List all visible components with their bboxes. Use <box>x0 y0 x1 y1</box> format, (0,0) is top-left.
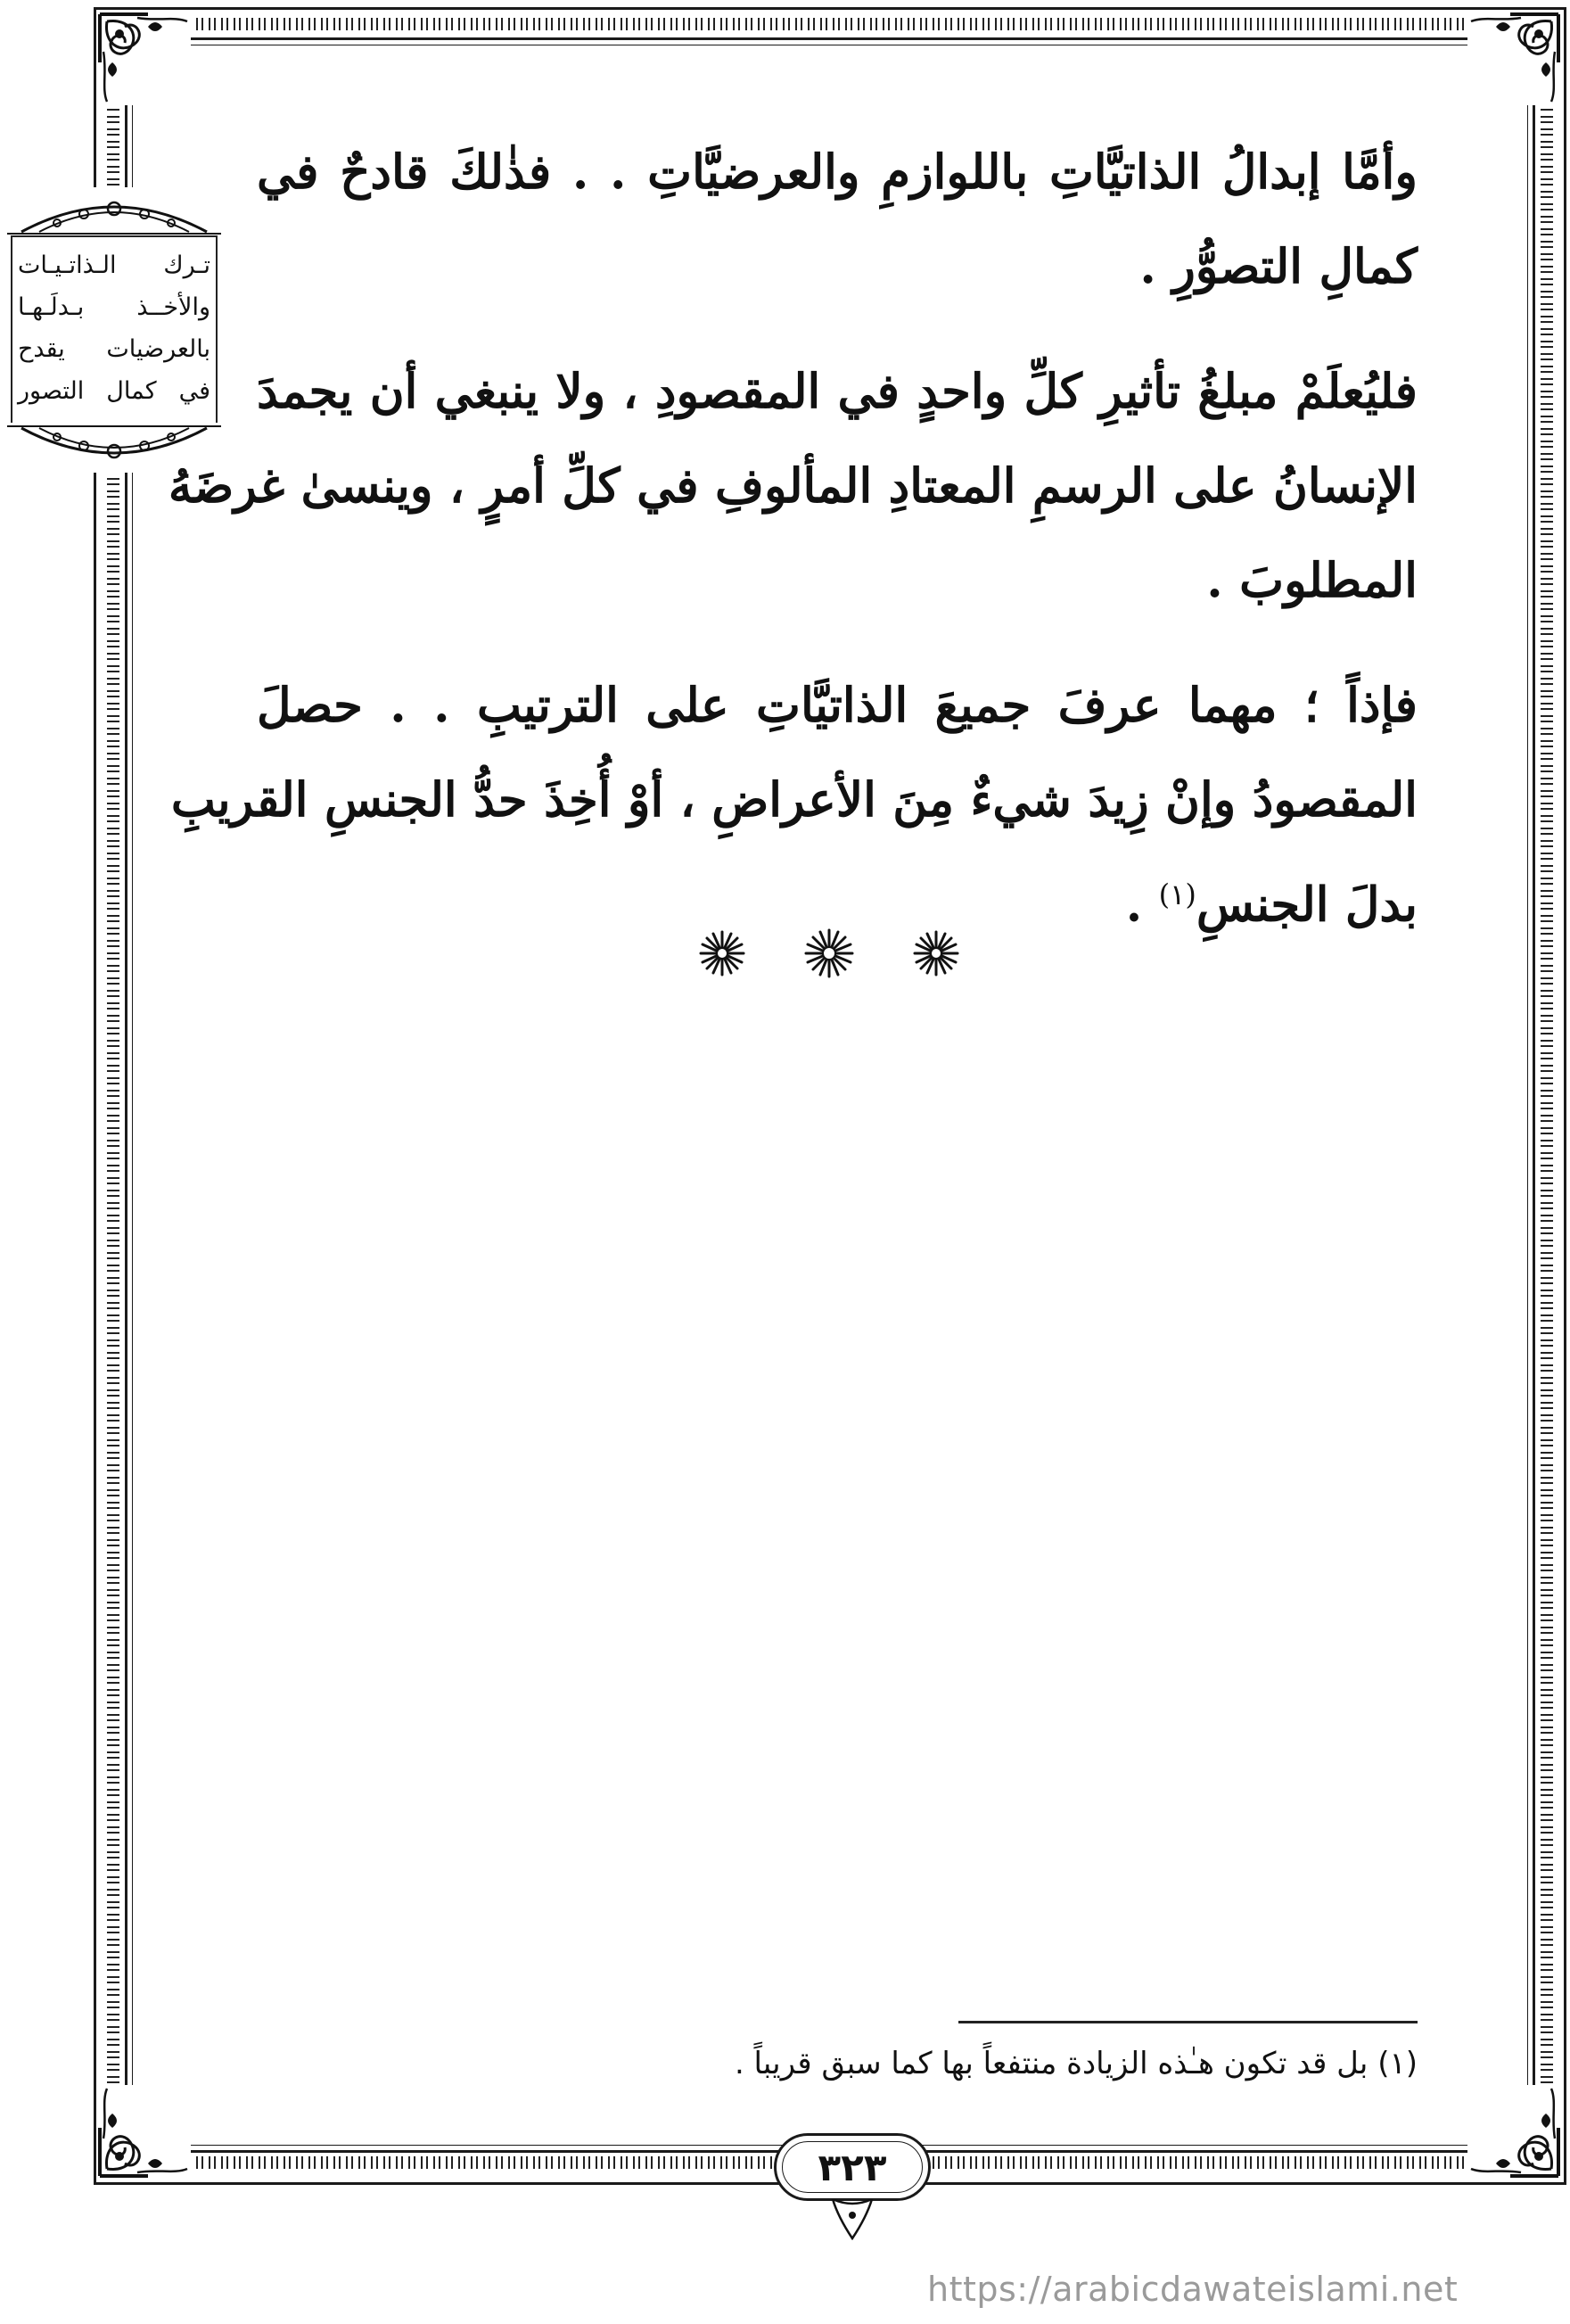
paragraph <box>257 125 1418 314</box>
body-text <box>168 125 1418 983</box>
cartouche-ornament-icon <box>826 2199 879 2240</box>
text-line: فإذاً ؛ مهما عرفَ جميعَ الذاتيَّاتِ على الترتيبِ . . حصلَ <box>257 678 1418 733</box>
text-line: المطلوبَ . <box>1206 553 1418 608</box>
text-line: فليُعلَمْ مبلغُ تأثيرِ كلِّ واحدٍ في المقصودِ ، ولا ينبغي أن يجمدَ <box>257 364 1418 419</box>
text-line: وأمَّا إبدالُ الذاتيَّاتِ باللوازمِ والعرضيَّاتِ . . فذٰلكَ قادحٌ في <box>257 144 1418 200</box>
trailing-punctuation: . <box>1125 877 1159 933</box>
margin-note-line: تـرك الـذاتـيـات <box>18 251 210 279</box>
asterisk-ornament-icon <box>802 927 856 980</box>
footnote-divider <box>958 2021 1418 2023</box>
corner-ornament-icon <box>95 2083 193 2181</box>
paragraph <box>170 658 1418 952</box>
paragraph <box>168 344 1418 628</box>
margin-note-box <box>11 235 218 426</box>
footnote-reference[interactable]: (١) <box>1158 878 1196 911</box>
margin-note-line: بالعرضيات يقدح <box>18 335 210 363</box>
page-number-cartouche <box>774 2133 931 2201</box>
corner-ornament-icon <box>95 9 193 107</box>
watermark-url: https://arabicdawateislami.net <box>927 2270 1459 2309</box>
footnote: (١) بل قد تكون هـٰذه الزيادة منتفعاً بها كما سبق قريباً . <box>734 2046 1418 2081</box>
margin-note-line: والأخــذ بـدلَـهـا <box>18 293 210 321</box>
corner-ornament-icon <box>1466 9 1564 107</box>
border-pattern-top <box>134 18 1525 30</box>
page-number: ٣٢٣ <box>818 2145 887 2189</box>
text-line-content: بدلَ الجنسِ <box>1196 877 1418 933</box>
margin-note-ornament-icon <box>4 187 225 237</box>
margin-note-line: في كمال التصور <box>18 377 210 405</box>
text-line: الإنسانُ على الرسمِ المعتادِ المألوفِ في كلِّ أمرٍ ، وينسىٰ غرضَهُ <box>168 458 1418 514</box>
border-pattern-right <box>1541 54 1553 2140</box>
asterisk-ornament-icon <box>909 927 963 980</box>
asterisk-ornament-icon <box>695 927 749 980</box>
section-separator <box>695 922 963 985</box>
text-line: المقصودُ وإنْ زِيدَ شيءٌ مِنَ الأعراضِ ، أوْ أُخِذَ حدُّ الجنسِ القريبِ <box>170 772 1418 828</box>
margin-note <box>4 187 225 473</box>
corner-ornament-icon <box>1466 2083 1564 2181</box>
text-line: كمالِ التصوُّرِ . <box>1139 239 1418 294</box>
